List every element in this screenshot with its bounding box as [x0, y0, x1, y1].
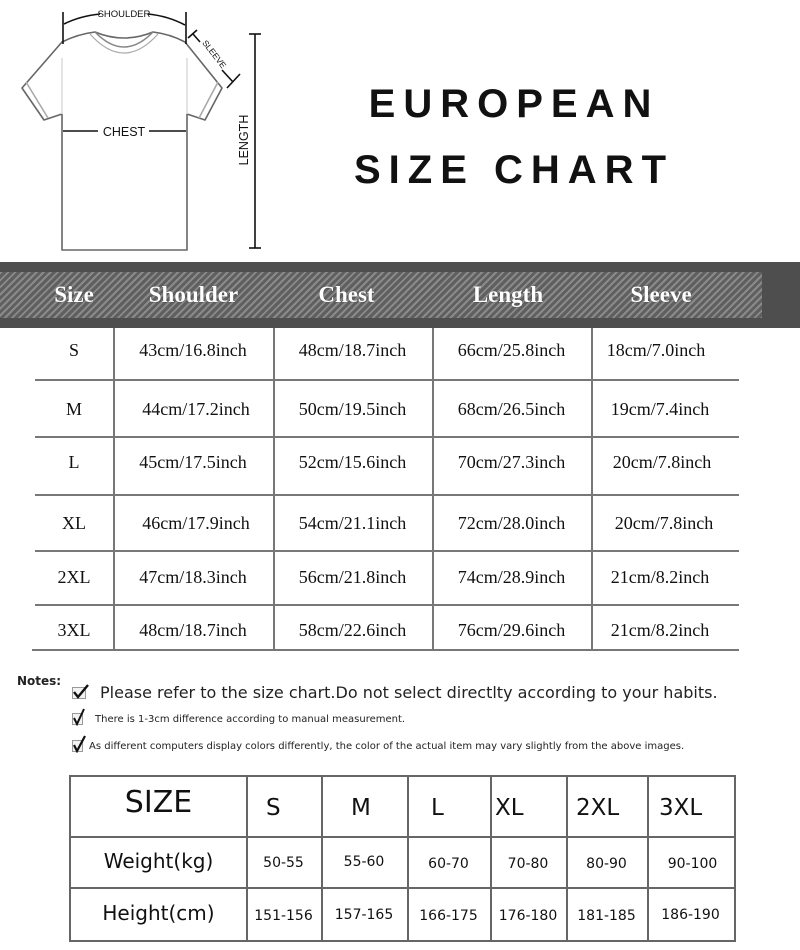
- grid-line: [35, 379, 739, 381]
- fit-row-label-weight: Weight(kg): [103, 849, 214, 873]
- fit-header-3xl: 3XL: [659, 795, 703, 821]
- cell-shoulder: 44cm/17.2inch: [142, 399, 250, 419]
- fit-cell: 80-90: [586, 856, 627, 872]
- notes-label: Notes:: [17, 674, 62, 688]
- note-item: [72, 683, 718, 702]
- fit-cell: 186-190: [661, 907, 720, 923]
- fit-cell: 50-55: [263, 855, 304, 871]
- cell-sleeve: 21cm/8.2inch: [610, 567, 710, 587]
- cell-sleeve: 18cm/7.0inch: [606, 340, 706, 360]
- fit-header-size: SIZE: [124, 785, 193, 820]
- grid-line: [35, 550, 739, 552]
- fit-header-m: M: [351, 795, 371, 821]
- fit-header-s: S: [266, 795, 281, 821]
- shoulder-label: SHOULDER: [97, 9, 151, 20]
- size-chart-table: [0, 328, 800, 653]
- cell-length: 72cm/28.0inch: [457, 513, 566, 533]
- grid-line: [32, 649, 739, 651]
- fit-cell: 90-100: [667, 856, 718, 872]
- cell-chest: 48cm/18.7inch: [298, 340, 407, 360]
- grid-line: [35, 494, 739, 496]
- tshirt-measurement-diagram: [0, 0, 300, 260]
- cell-size: XL: [62, 513, 86, 533]
- fit-cell: 157-165: [334, 907, 394, 923]
- cell-size: 3XL: [57, 620, 91, 640]
- column-header-sleeve: Sleeve: [630, 282, 692, 307]
- cell-chest: 52cm/15.6inch: [298, 452, 407, 472]
- fit-cell: 70-80: [507, 856, 549, 872]
- fit-cell: 55-60: [343, 854, 385, 870]
- fit-header-l: L: [431, 795, 444, 821]
- fit-header-2xl: 2XL: [576, 795, 620, 821]
- cell-shoulder: 48cm/18.7inch: [139, 620, 247, 640]
- cell-sleeve: 20cm/7.8inch: [614, 513, 714, 533]
- title-line-1: EUROPEAN: [368, 82, 660, 126]
- fit-cell: 181-185: [577, 908, 636, 924]
- table-header-band: [0, 262, 800, 328]
- grid-line: [35, 604, 739, 606]
- cell-shoulder: 45cm/17.5inch: [139, 452, 247, 472]
- cell-size: L: [68, 452, 80, 472]
- note-text: There is 1-3cm difference according to manual measurement.: [95, 713, 406, 725]
- note-text: Please refer to the size chart.Do not select directlty according to your habits.: [100, 683, 718, 702]
- fit-guide-table: [69, 775, 736, 942]
- grid-line: [35, 436, 739, 438]
- fit-cell: 176-180: [498, 908, 558, 924]
- column-header-chest: Chest: [318, 282, 375, 307]
- cell-sleeve: 21cm/8.2inch: [610, 620, 710, 640]
- fit-cell: 166-175: [419, 908, 478, 924]
- note-item: [72, 713, 405, 725]
- cell-chest: 54cm/21.1inch: [298, 513, 407, 533]
- cell-length: 76cm/29.6inch: [457, 620, 566, 640]
- cell-size: S: [68, 340, 79, 360]
- length-label: LENGTH: [237, 114, 251, 166]
- grid-line: [591, 328, 593, 650]
- note-text: As different computers display colors differently, the color of the actual item may vary slightly from the above images.: [89, 740, 685, 752]
- grid-line: [273, 328, 275, 650]
- grid-line: [71, 836, 734, 838]
- table-header-row: [0, 272, 762, 318]
- cell-sleeve: 20cm/7.8inch: [612, 452, 712, 472]
- cell-length: 68cm/26.5inch: [457, 399, 566, 419]
- cell-size: 2XL: [57, 567, 91, 587]
- note-item: [72, 740, 684, 752]
- cell-length: 66cm/25.8inch: [457, 340, 566, 360]
- grid-line: [113, 328, 115, 650]
- cell-chest: 56cm/21.8inch: [298, 567, 407, 587]
- checkbox-checked-icon: [72, 740, 83, 752]
- grid-line: [432, 328, 434, 650]
- column-header-shoulder: Shoulder: [148, 282, 239, 307]
- sleeve-label: SLEEVE: [200, 38, 229, 71]
- cell-chest: 58cm/22.6inch: [298, 620, 407, 640]
- checkbox-checked-icon: [72, 687, 86, 699]
- grid-line: [71, 887, 734, 889]
- tshirt-icon: [0, 0, 300, 260]
- chest-label: CHEST: [102, 125, 146, 139]
- page-title: [320, 78, 700, 196]
- cell-shoulder: 46cm/17.9inch: [142, 513, 250, 533]
- fit-row-label-height: Height(cm): [102, 901, 215, 925]
- fit-cell: 151-156: [254, 908, 313, 924]
- column-header-size: Size: [54, 282, 94, 307]
- checkbox-checked-icon: [72, 713, 83, 725]
- cell-length: 70cm/27.3inch: [457, 452, 566, 472]
- cell-chest: 50cm/19.5inch: [298, 399, 407, 419]
- column-header-length: Length: [472, 282, 544, 307]
- title-line-2: SIZE CHART: [354, 148, 674, 192]
- cell-shoulder: 47cm/18.3inch: [139, 567, 247, 587]
- cell-shoulder: 43cm/16.8inch: [139, 340, 247, 360]
- fit-cell: 60-70: [428, 856, 469, 872]
- fit-header-xl: XL: [495, 795, 524, 821]
- cell-sleeve: 19cm/7.4inch: [610, 399, 710, 419]
- cell-length: 74cm/28.9inch: [457, 567, 566, 587]
- cell-size: M: [65, 399, 82, 419]
